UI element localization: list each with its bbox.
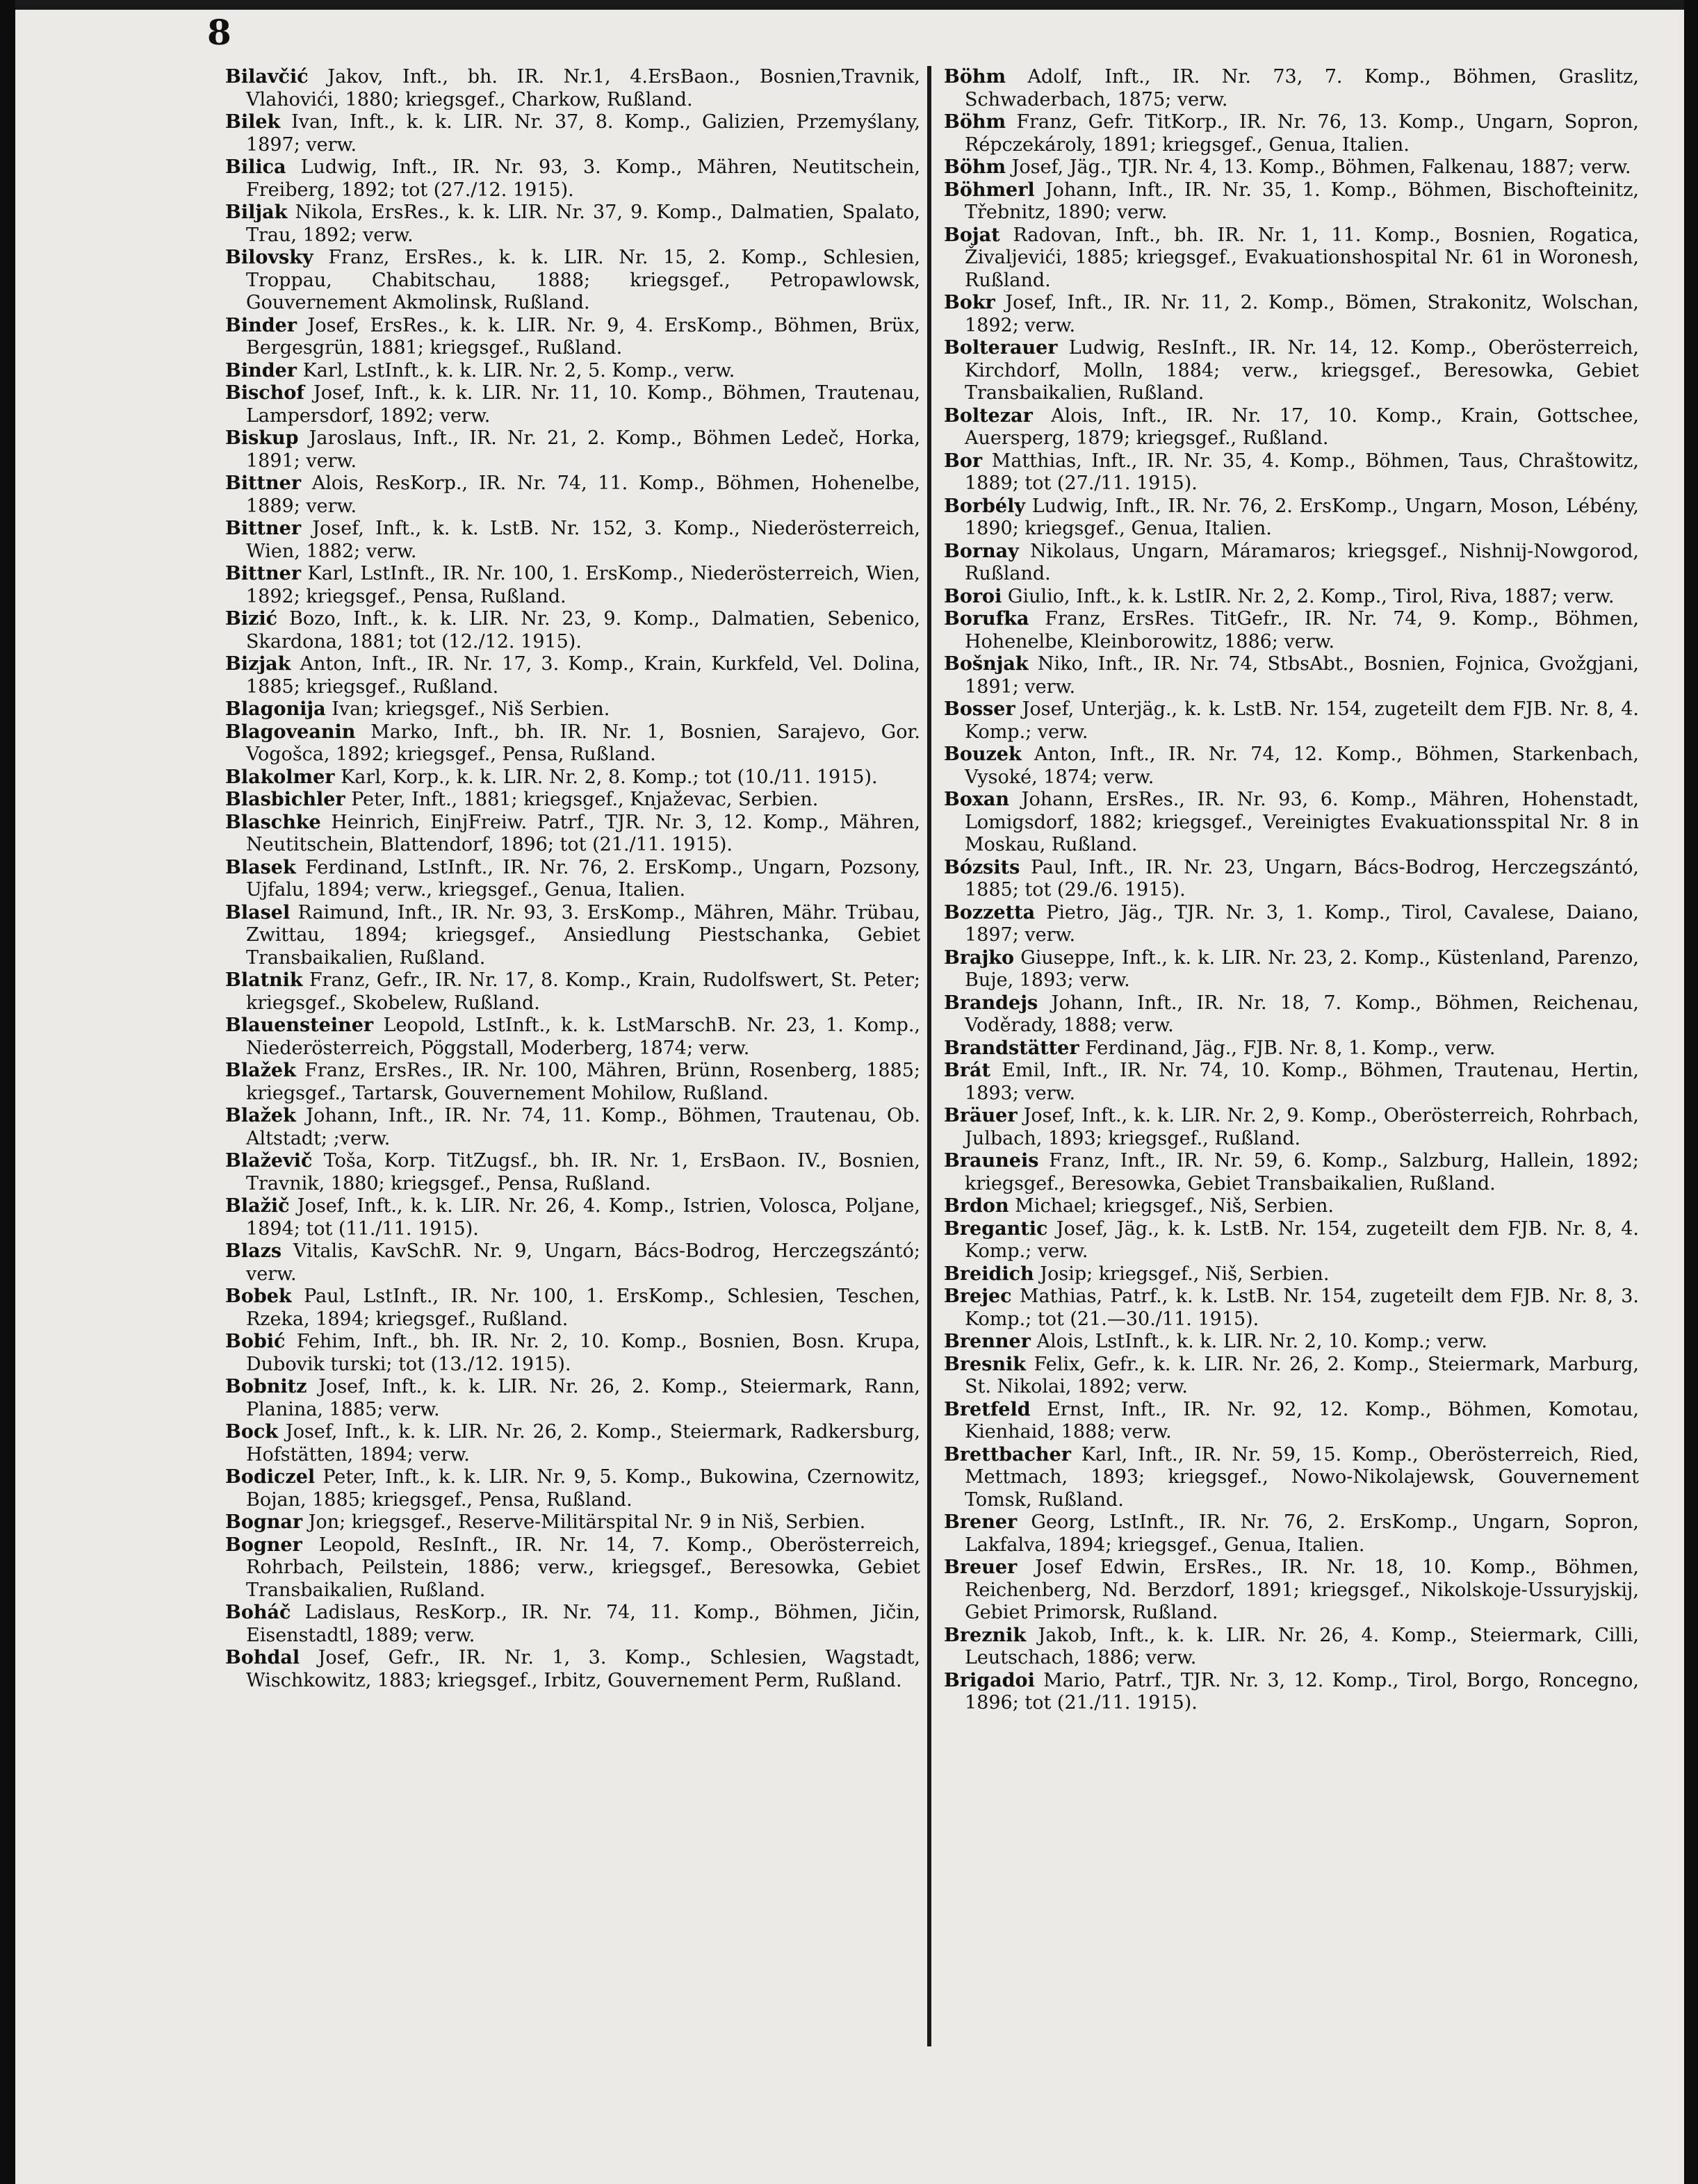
entry-details: Niko, Inft., IR. Nr. 74, StbsAbt., Bosnien, Fojnica, Gvožgjani, 1891; verw.	[965, 653, 1639, 698]
column-divider	[927, 66, 931, 2046]
register-entry	[225, 382, 920, 427]
entry-surname: Blaschke	[225, 811, 321, 833]
entry-surname: Borufka	[944, 608, 1029, 630]
entry-surname: Breuer	[944, 1557, 1018, 1578]
register-entry	[225, 902, 920, 970]
register-entry	[944, 744, 1639, 789]
register-entry	[225, 812, 920, 857]
entry-surname: Bózsits	[944, 856, 1020, 878]
register-entry	[225, 857, 920, 902]
register-entry	[944, 1670, 1639, 1715]
entry-details: Ludwig, ResInft., IR. Nr. 14, 12. Komp., Oberösterreich, Kirchdorf, Molln, 1884; verw., kriegsgef., Beresowka, Gebiet Transbaikalien, Rußland.	[965, 337, 1639, 404]
entry-surname: Binder	[225, 314, 297, 336]
entry-details: Ferdinand, Jäg., FJB. Nr. 8, 1. Komp., verw.	[1079, 1037, 1496, 1059]
register-entry	[944, 1060, 1639, 1105]
entry-details: Alois, Inft., IR. Nr. 17, 10. Komp., Krain, Gottschee, Auersperg, 1879; kriegsgef., Rußland.	[965, 404, 1639, 449]
register-entry	[944, 450, 1639, 495]
entry-surname: Borbély	[944, 495, 1026, 517]
entry-surname: Bobić	[225, 1331, 286, 1352]
register-entry	[944, 698, 1639, 744]
entry-surname: Bogner	[225, 1534, 302, 1556]
entry-details: Radovan, Inft., bh. IR. Nr. 1, 11. Komp., Bosnien, Rogatica, Živaljevići, 1885; kriegsgef., Evakuationshospital Nr. 61 in Woronesh, Rußland.	[965, 224, 1639, 291]
register-entry	[944, 541, 1639, 586]
register-entry	[944, 1263, 1639, 1286]
entry-surname: Bresnik	[944, 1353, 1027, 1375]
register-entry	[944, 1195, 1639, 1218]
entry-details: Anton, Inft., IR. Nr. 74, 12. Komp., Böhmen, Starkenbach, Vysoké, 1874; verw.	[965, 744, 1639, 788]
entry-details: Jakob, Inft., k. k. LIR. Nr. 26, 4. Komp., Steiermark, Cilli, Leutschach, 1886; verw.	[965, 1624, 1639, 1668]
entry-details: Mario, Patrf., TJR. Nr. 3, 12. Komp., Tirol, Borgo, Roncegno, 1896; tot (21./11. 1915).	[965, 1669, 1639, 1714]
entry-surname: Brener	[944, 1511, 1018, 1533]
entry-details: Giuseppe, Inft., k. k. LIR. Nr. 23, 2. Komp., Küstenland, Parenzo, Buje, 1893; verw.	[965, 946, 1639, 991]
entry-details: Franz, Gefr., IR. Nr. 17, 8. Komp., Krain, Rudolfswert, St. Peter; kriegsgef., Skobelew, Rußland.	[246, 969, 920, 1014]
register-entry	[225, 247, 920, 315]
entry-details: Alois, LstInft., k. k. LIR. Nr. 2, 10. Komp.; verw.	[1030, 1331, 1488, 1352]
entry-surname: Bizjak	[225, 653, 291, 675]
entry-details: Josef, Unterjäg., k. k. LstB. Nr. 154, zugeteilt dem FJB. Nr. 8, 4. Komp.; verw.	[965, 698, 1639, 743]
register-entry	[944, 1286, 1639, 1331]
entry-surname: Blažek	[225, 1060, 296, 1081]
register-entry	[225, 315, 920, 360]
register-entry	[944, 495, 1639, 541]
register-entry	[225, 608, 920, 653]
register-entry	[225, 721, 920, 766]
left-column	[225, 66, 920, 2074]
entry-surname: Böhm	[944, 111, 1006, 133]
entry-surname: Boroi	[944, 585, 1002, 607]
entry-surname: Blatnik	[225, 969, 303, 991]
register-entry	[944, 992, 1639, 1037]
entry-details: Nikola, ErsRes., k. k. LIR. Nr. 37, 9. Komp., Dalmatien, Spalato, Trau, 1892; verw.	[246, 202, 920, 246]
register-entry	[225, 653, 920, 698]
register-entry	[225, 1511, 920, 1534]
entry-details: Peter, Inft., 1881; kriegsgef., Knjaževac, Serbien.	[345, 789, 819, 810]
entry-details: Josef, Gefr., IR. Nr. 1, 3. Komp., Schlesien, Wagstadt, Wischkowitz, 1883; kriegsgef., Irbitz, Gouvernement Perm, Rußland.	[246, 1647, 920, 1691]
entry-surname: Bozzetta	[944, 901, 1036, 923]
entry-details: Ferdinand, LstInft., IR. Nr. 76, 2. ErsKomp., Ungarn, Pozsony, Ujfalu, 1894; verw., kriegsgef., Genua, Italien.	[246, 856, 920, 901]
entry-surname: Bodiczel	[225, 1466, 316, 1488]
entry-details: Alois, ResKorp., IR. Nr. 74, 11. Komp., Böhmen, Hohenelbe, 1889; verw.	[246, 473, 920, 517]
register-entry	[944, 1150, 1639, 1195]
entry-surname: Böhm	[944, 156, 1006, 178]
register-entry	[225, 1195, 920, 1240]
entry-details: Peter, Inft., k. k. LIR. Nr. 9, 5. Komp., Bukowina, Czernowitz, Bojan, 1885; kriegsgef., Pensa, Rußland.	[246, 1466, 920, 1511]
entry-details: Ludwig, Inft., IR. Nr. 76, 2. ErsKomp., Ungarn, Moson, Lébény, 1890; kriegsgef., Genua, Italien.	[965, 495, 1639, 539]
entry-details: Fehim, Inft., bh. IR. Nr. 2, 10. Komp., Bosnien, Bosn. Krupa, Dubovik turski; tot (13./12. 1915).	[246, 1331, 920, 1375]
entry-surname: Brandejs	[944, 992, 1038, 1014]
register-entry	[225, 111, 920, 156]
register-entry	[944, 1625, 1639, 1670]
entry-surname: Bräuer	[944, 1105, 1018, 1126]
entry-details: Josef Edwin, ErsRes., IR. Nr. 18, 10. Komp., Böhmen, Reichenberg, Nd. Berzdorf, 1891; kriegsgef., Nikolskoje-Ussuryjskij, Gebiet Primorsk, Rußland.	[965, 1557, 1639, 1623]
entry-surname: Brajko	[944, 946, 1015, 969]
register-entry	[944, 1399, 1639, 1444]
register-entry	[944, 156, 1639, 179]
entry-surname: Bregantic	[944, 1217, 1048, 1240]
entry-surname: Bischof	[225, 382, 304, 404]
entry-details: Marko, Inft., bh. IR. Nr. 1, Bosnien, Sarajevo, Gor. Vogošca, 1892; kriegsgef., Pensa, Rußland.	[246, 721, 920, 765]
register-entry	[225, 1421, 920, 1466]
entry-surname: Boltezar	[944, 404, 1033, 427]
entry-surname: Bilavčić	[225, 66, 309, 88]
entry-details: Johann, Inft., IR. Nr. 35, 1. Komp., Böhmen, Bischofteinitz, Třebnitz, 1890; verw.	[965, 179, 1639, 223]
register-entry	[225, 1534, 920, 1602]
entry-details: Johann, ErsRes., IR. Nr. 93, 6. Komp., Mähren, Hohenstadt, Lomigsdorf, 1882; kriegsgef., Vereinigtes Evakuationsspital Nr. 8 in Moskau, Rußland.	[965, 789, 1639, 855]
entry-details: Karl, Inft., IR. Nr. 59, 15. Komp., Oberösterreich, Ried, Mettmach, 1893; kriegsgef., Nowo-Nikolajewsk, Gouvernement Tomsk, Rußland.	[965, 1443, 1639, 1511]
register-entry	[225, 789, 920, 812]
entry-details: Jaroslaus, Inft., IR. Nr. 21, 2. Komp., Böhmen Ledeč, Horka, 1891; verw.	[246, 427, 920, 472]
entry-details: Georg, LstInft., IR. Nr. 76, 2. ErsKomp., Ungarn, Sopron, Lakfalva, 1894; kriegsgef., Genua, Italien.	[965, 1511, 1639, 1556]
entry-surname: Boháč	[225, 1602, 291, 1623]
entry-surname: Blažek	[225, 1105, 296, 1126]
entry-surname: Böhmerl	[944, 179, 1035, 201]
entry-surname: Bilica	[225, 156, 286, 178]
entry-details: Leopold, LstInft., k. k. LstMarschB. Nr. 23, 1. Komp., Niederösterreich, Pöggstall, Moderberg, 1874; verw.	[246, 1015, 920, 1059]
entry-details: Emil, Inft., IR. Nr. 74, 10. Komp., Böhmen, Trautenau, Hertin, 1893; verw.	[965, 1060, 1639, 1104]
entry-details: Michael; kriegsgef., Niš, Serbien.	[1009, 1195, 1334, 1217]
entry-details: Nikolaus, Ungarn, Máramaros; kriegsgef., Nishnij-Nowgorod, Rußland.	[965, 540, 1639, 584]
entry-details: Jon; kriegsgef., Reserve-Militärspital Nr. 9 in Niš, Serbien.	[302, 1511, 866, 1533]
right-column	[944, 66, 1639, 2074]
register-entry	[944, 1557, 1639, 1625]
register-entry	[944, 608, 1639, 653]
register-entry	[225, 1015, 920, 1060]
entry-surname: Blagonija	[225, 698, 326, 720]
entry-surname: Brauneis	[944, 1150, 1039, 1172]
register-entry	[944, 179, 1639, 224]
entry-details: Bozo, Inft., k. k. LIR. Nr. 23, 9. Komp., Dalmatien, Sebenico, Skardona, 1881; tot (12./12. 1915).	[246, 608, 920, 652]
entry-details: Ladislaus, ResKorp., IR. Nr. 74, 11. Komp., Böhmen, Jičin, Eisenstadtl, 1889; verw.	[246, 1602, 920, 1646]
register-entry	[225, 1105, 920, 1150]
entry-surname: Boxan	[944, 789, 1010, 810]
entry-details: Franz, ErsRes. TitGefr., IR. Nr. 74, 9. Komp., Böhmen, Hohenelbe, Kleinborowitz, 1886; verw.	[965, 608, 1639, 652]
register-entry	[225, 1060, 920, 1105]
scan-edge-right	[1684, 0, 1698, 2184]
entry-surname: Bouzek	[944, 744, 1022, 765]
entry-surname: Bilovsky	[225, 247, 313, 268]
register-entry	[944, 292, 1639, 337]
register-entry	[944, 1511, 1639, 1557]
register-entry	[944, 857, 1639, 902]
entry-details: Karl, Korp., k. k. LIR. Nr. 2, 8. Komp.; tot (10./11. 1915).	[334, 766, 878, 788]
entry-details: Adolf, Inft., IR. Nr. 73, 7. Komp., Böhmen, Graslitz, Schwaderbach, 1875; verw.	[965, 66, 1639, 110]
register-entry	[944, 947, 1639, 992]
entry-details: Ivan; kriegsgef., Niš Serbien.	[325, 698, 610, 720]
register-entry	[944, 586, 1639, 609]
entry-details: Johann, Inft., IR. Nr. 74, 11. Komp., Böhmen, Trautenau, Ob. Altstadt; ;verw.	[246, 1105, 920, 1149]
register-entry	[225, 1240, 920, 1286]
entry-surname: Blazs	[225, 1240, 282, 1262]
entry-surname: Blasek	[225, 856, 296, 878]
register-entry	[225, 1602, 920, 1647]
register-entry	[225, 698, 920, 721]
register-entry	[225, 1376, 920, 1421]
entry-surname: Bohdal	[225, 1647, 300, 1668]
entry-details: Karl, LstInft., IR. Nr. 100, 1. ErsKomp., Niederösterreich, Wien, 1892; kriegsgef., Pensa, Rußland.	[246, 563, 920, 607]
entry-surname: Bosser	[944, 698, 1015, 720]
entry-details: Josef, Inft., k. k. LstB. Nr. 152, 3. Komp., Niederösterreich, Wien, 1882; verw.	[246, 518, 920, 562]
register-entry	[225, 1466, 920, 1511]
register-entry	[944, 653, 1639, 698]
entry-surname: Brát	[944, 1060, 991, 1081]
entry-details: Josef, Inft., k. k. LIR. Nr. 26, 2. Komp., Steiermark, Radkersburg, Hofstätten, 1894; verw.	[246, 1421, 920, 1465]
entry-details: Anton, Inft., IR. Nr. 17, 3. Komp., Krain, Kurkfeld, Vel. Dolina, 1885; kriegsgef., Rußland.	[246, 653, 920, 698]
entry-surname: Blasel	[225, 901, 291, 923]
entry-details: Toša, Korp. TitZugsf., bh. IR. Nr. 1, ErsBaon. IV., Bosnien, Travnik, 1880; kriegsgef., Pensa, Rußland.	[246, 1150, 920, 1194]
entry-surname: Bognar	[225, 1511, 303, 1533]
register-entry	[225, 360, 920, 383]
register-entry	[225, 66, 920, 111]
entry-details: Franz, ErsRes., IR. Nr. 100, Mähren, Brünn, Rosenberg, 1885; kriegsgef., Tartarsk, Gouvernement Mohilow, Rußland.	[246, 1060, 920, 1104]
entry-details: Josef, Inft., k. k. LIR. Nr. 26, 4. Komp., Istrien, Volosca, Poljane, 1894; tot (11./11. 1915).	[246, 1195, 920, 1240]
entry-surname: Bolterauer	[944, 337, 1058, 359]
entry-details: Josef, Inft., IR. Nr. 11, 2. Komp., Bömen, Strakonitz, Wolschan, 1892; verw.	[965, 292, 1639, 336]
entry-details: Felix, Gefr., k. k. LIR. Nr. 26, 2. Komp., Steiermark, Marburg, St. Nikolai, 1892; verw.	[965, 1353, 1639, 1397]
register-entry	[944, 789, 1639, 857]
entry-details: Vitalis, KavSchR. Nr. 9, Ungarn, Bács-Bodrog, Herczegszántó; verw.	[246, 1240, 920, 1285]
entry-surname: Brdon	[944, 1195, 1009, 1217]
entry-surname: Bornay	[944, 540, 1019, 562]
register-entry	[225, 518, 920, 563]
entry-details: Mathias, Patrf., k. k. LstB. Nr. 154, zugeteilt dem FJB. Nr. 8, 3. Komp.; tot (21.—30./11. 1915).	[965, 1286, 1639, 1330]
register-entry	[944, 1331, 1639, 1354]
register-entry	[225, 766, 920, 789]
entry-details: Johann, Inft., IR. Nr. 18, 7. Komp., Böhmen, Reichenau, Voděrady, 1888; verw.	[965, 992, 1639, 1036]
register-entry	[944, 224, 1639, 293]
entry-surname: Blasbichler	[225, 789, 345, 810]
entry-details: Leopold, ResInft., IR. Nr. 14, 7. Komp., Oberösterreich, Rohrbach, Peilstein, 1886; verw., kriegsgef., Beresowka, Gebiet Transbaikalien, Rußland.	[246, 1534, 920, 1601]
entry-details: Ivan, Inft., k. k. LIR. Nr. 37, 8. Komp., Galizien, Przemyślany, 1897; verw.	[246, 111, 920, 156]
entry-details: Franz, Gefr. TitKorp., IR. Nr. 76, 13. Komp., Ungarn, Sopron, Répczekároly, 1891; kriegsgef., Genua, Italien.	[965, 111, 1639, 156]
entry-surname: Bobnitz	[225, 1376, 307, 1397]
register-entry	[225, 427, 920, 473]
register-entry	[225, 563, 920, 608]
entry-surname: Bittner	[225, 563, 302, 584]
register-entry	[944, 1037, 1639, 1060]
entry-details: Giulio, Inft., k. k. LstIR. Nr. 2, 2. Komp., Tirol, Riva, 1887; verw.	[1002, 585, 1615, 607]
entry-surname: Brettbacher	[944, 1443, 1072, 1465]
entry-surname: Bor	[944, 450, 983, 472]
entry-surname: Bošnjak	[944, 653, 1029, 675]
entry-details: Josef, Inft., k. k. LIR. Nr. 2, 9. Komp., Oberösterreich, Rohrbach, Julbach, 1893; kriegsgef., Rußland.	[965, 1105, 1639, 1149]
entry-details: Franz, Inft., IR. Nr. 59, 6. Komp., Salzburg, Hallein, 1892; kriegsgef., Beresowka, Gebiet Transbaikalien, Rußland.	[965, 1150, 1639, 1194]
entry-surname: Blaževič	[225, 1150, 313, 1172]
register-entry	[225, 1331, 920, 1376]
entry-details: Josef, Inft., k. k. LIR. Nr. 26, 2. Komp., Steiermark, Rann, Planina, 1885; verw.	[246, 1376, 920, 1420]
entry-details: Jakov, Inft., bh. IR. Nr.1, 4.ErsBaon., Bosnien,Travnik, Vlahovići, 1880; kriegsgef., Charkow, Rußland.	[246, 66, 920, 110]
entry-surname: Binder	[225, 359, 297, 381]
register-entry	[944, 1105, 1639, 1150]
entry-surname: Brejec	[944, 1286, 1012, 1307]
entry-surname: Biskup	[225, 427, 299, 449]
register-entry	[225, 156, 920, 202]
entry-details: Karl, LstInft., k. k. LIR. Nr. 2, 5. Komp., verw.	[297, 359, 735, 381]
register-entry	[944, 1218, 1639, 1263]
register-entry	[225, 473, 920, 518]
entry-details: Josef, Jäg., TJR. Nr. 4, 13. Komp., Böhmen, Falkenau, 1887; verw.	[1006, 156, 1631, 178]
entry-details: Josef, ErsRes., k. k. LIR. Nr. 9, 4. ErsKomp., Böhmen, Brüx, Bergesgrün, 1881; kriegsgef., Rußland.	[246, 314, 920, 359]
entry-details: Heinrich, EinjFreiw. Patrf., TJR. Nr. 3, 12. Komp., Mähren, Neutitschein, Blattendorf, 1896; tot (21./11. 1915).	[246, 811, 920, 855]
register-entry	[944, 1444, 1639, 1512]
entry-details: Franz, ErsRes., k. k. LIR. Nr. 15, 2. Komp., Schlesien, Troppau, Chabitschau, 1888; kriegsgef., Petropawlowsk, Gouvernement Akmolinsk, Rußland.	[246, 247, 920, 313]
register-entry	[944, 902, 1639, 947]
page-number: 8	[207, 12, 231, 53]
register-entry	[225, 1150, 920, 1195]
register-entry	[225, 202, 920, 247]
entry-details: Ludwig, Inft., IR. Nr. 93, 3. Komp., Mähren, Neutitschein, Freiberg, 1892; tot (27./12. 1915).	[246, 156, 920, 201]
scan-edge-left	[0, 0, 15, 2184]
entry-surname: Blakolmer	[225, 766, 335, 788]
register-entry	[225, 1647, 920, 1692]
register-entry	[944, 1354, 1639, 1399]
entry-surname: Bokr	[944, 292, 995, 313]
entry-surname: Biljak	[225, 202, 288, 223]
register-entry	[944, 66, 1639, 111]
entry-details: Josip; kriegsgef., Niš, Serbien.	[1034, 1263, 1330, 1285]
entry-details: Josef, Jäg., k. k. LstB. Nr. 154, zugeteilt dem FJB. Nr. 8, 4. Komp.; verw.	[965, 1217, 1639, 1262]
entry-surname: Bizić	[225, 608, 278, 630]
entry-surname: Bojat	[944, 224, 1000, 246]
entry-surname: Brenner	[944, 1331, 1031, 1352]
entry-details: Pietro, Jäg., TJR. Nr. 3, 1. Komp., Tirol, Cavalese, Daiano, 1897; verw.	[965, 901, 1639, 946]
register-entry	[225, 1286, 920, 1331]
entry-details: Paul, LstInft., IR. Nr. 100, 1. ErsKomp., Schlesien, Teschen, Rzeka, 1894; kriegsgef., Rußland.	[246, 1286, 920, 1330]
entry-surname: Blažič	[225, 1195, 290, 1217]
entry-details: Josef, Inft., k. k. LIR. Nr. 11, 10. Komp., Böhmen, Trautenau, Lampersdorf, 1892; verw.	[246, 382, 920, 427]
register-entry	[944, 111, 1639, 156]
register-entry	[944, 337, 1639, 405]
scan-edge-top	[0, 0, 1698, 10]
entry-surname: Bittner	[225, 518, 302, 539]
entry-surname: Blagoveanin	[225, 721, 356, 743]
entry-details: Matthias, Inft., IR. Nr. 35, 4. Komp., Böhmen, Taus, Chraštowitz, 1889; tot (27./11. 1915).	[965, 450, 1639, 494]
entry-surname: Brandstätter	[944, 1037, 1079, 1059]
entry-surname: Breidich	[944, 1263, 1034, 1285]
entry-details: Raimund, Inft., IR. Nr. 93, 3. ErsKomp., Mähren, Mähr. Trübau, Zwittau, 1894; kriegsgef., Ansiedlung Piestschanka, Gebiet Transbaikalien, Rußland.	[246, 901, 920, 969]
entry-surname: Bock	[225, 1421, 278, 1443]
register-entry	[225, 969, 920, 1015]
register-entry	[944, 405, 1639, 450]
entry-details: Ernst, Inft., IR. Nr. 92, 12. Komp., Böhmen, Komotau, Kienhaid, 1888; verw.	[965, 1398, 1639, 1443]
entry-details: Paul, Inft., IR. Nr. 23, Ungarn, Bács-Bodrog, Herczegszántó, 1885; tot (29./6. 1915).	[965, 856, 1639, 901]
entry-surname: Bobek	[225, 1286, 292, 1307]
entry-surname: Bretfeld	[944, 1398, 1031, 1420]
entry-surname: Bilek	[225, 111, 281, 133]
entry-surname: Breznik	[944, 1624, 1027, 1646]
entry-surname: Blauensteiner	[225, 1015, 374, 1036]
entry-surname: Böhm	[944, 66, 1006, 88]
entry-surname: Bittner	[225, 473, 302, 494]
entry-surname: Brigadoi	[944, 1669, 1035, 1691]
